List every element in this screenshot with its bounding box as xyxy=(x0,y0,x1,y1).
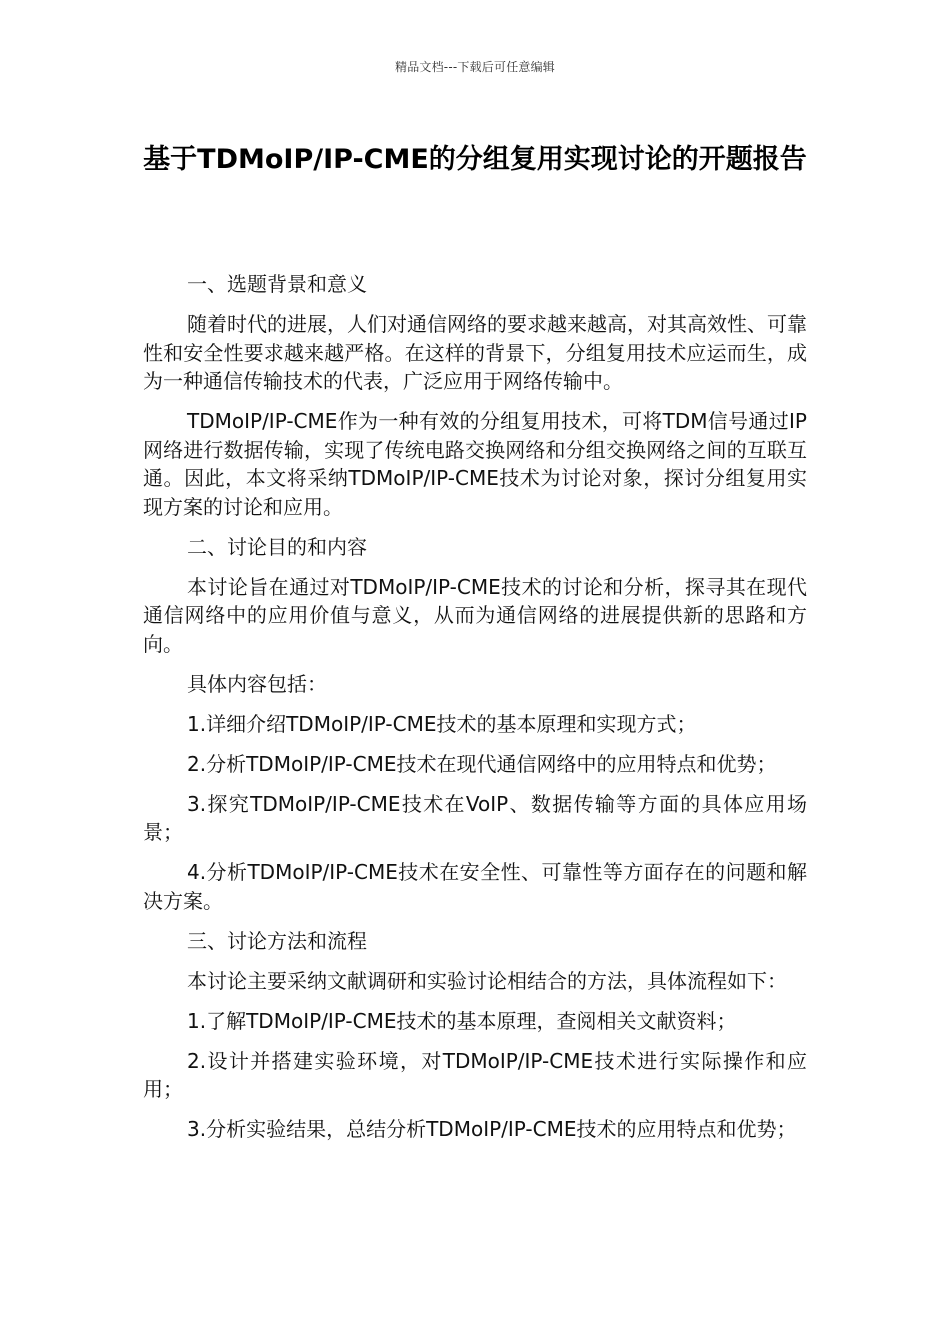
section-heading-methods: 三、讨论方法和流程 xyxy=(187,928,367,953)
list-item: 3.探究TDMoIP/IP-CME技术在VoIP、数据传输等方面的具体应用场景； xyxy=(143,791,807,844)
list-item: 2.分析TDMoIP/IP-CME技术在现代通信网络中的应用特点和优势； xyxy=(187,751,777,776)
page-header: 精品文档---下载后可任意编辑 xyxy=(395,60,555,74)
list-item: 1.详细介绍TDMoIP/IP-CME技术的基本原理和实现方式； xyxy=(187,711,697,736)
document-body xyxy=(143,270,807,1155)
section-heading-background: 一、选题背景和意义 xyxy=(187,272,367,296)
paragraph: 本讨论旨在通过对TDMoIP/IP-CME技术的讨论和分析，探寻其在现代通信网络中的应用价值与意义，从而为通信网络的进展提供新的思路和方向。 xyxy=(143,574,807,656)
list-item: 2.设计并搭建实验环境，对TDMoIP/IP-CME技术进行实际操作和应用； xyxy=(143,1048,807,1101)
list-item: 1.了解TDMoIP/IP-CME技术的基本原理，查阅相关文献资料； xyxy=(187,1008,737,1033)
paragraph: 具体内容包括： xyxy=(187,671,327,696)
paragraph: TDMoIP/IP-CME作为一种有效的分组复用技术，可将TDM信号通过IP网络进行数据传输，实现了传统电路交换网络和分组交换网络之间的互联互通。因此，本文将采纳TDMoIP/IP-CME技术为讨论对象，探讨分组复用实现方案的讨论和应用。 xyxy=(143,409,807,519)
list-item: 4.分析TDMoIP/IP-CME技术在安全性、可靠性等方面存在的问题和解决方案。 xyxy=(143,860,807,913)
list-item: 3.分析实验结果，总结分析TDMoIP/IP-CME技术的应用特点和优势； xyxy=(187,1117,797,1141)
document-title: 基于TDMoIP/IP-CME的分组复用实现讨论的开题报告 xyxy=(143,144,807,175)
paragraph: 随着时代的进展，人们对通信网络的要求越来越高，对其高效性、可靠性和安全性要求越来越严格。在这样的背景下，分组复用技术应运而生，成为一种通信传输技术的代表，广泛应用于网络传输中。 xyxy=(143,312,807,393)
section-heading-objectives: 二、讨论目的和内容 xyxy=(187,534,367,559)
paragraph: 本讨论主要采纳文献调研和实验讨论相结合的方法，具体流程如下： xyxy=(187,968,787,993)
